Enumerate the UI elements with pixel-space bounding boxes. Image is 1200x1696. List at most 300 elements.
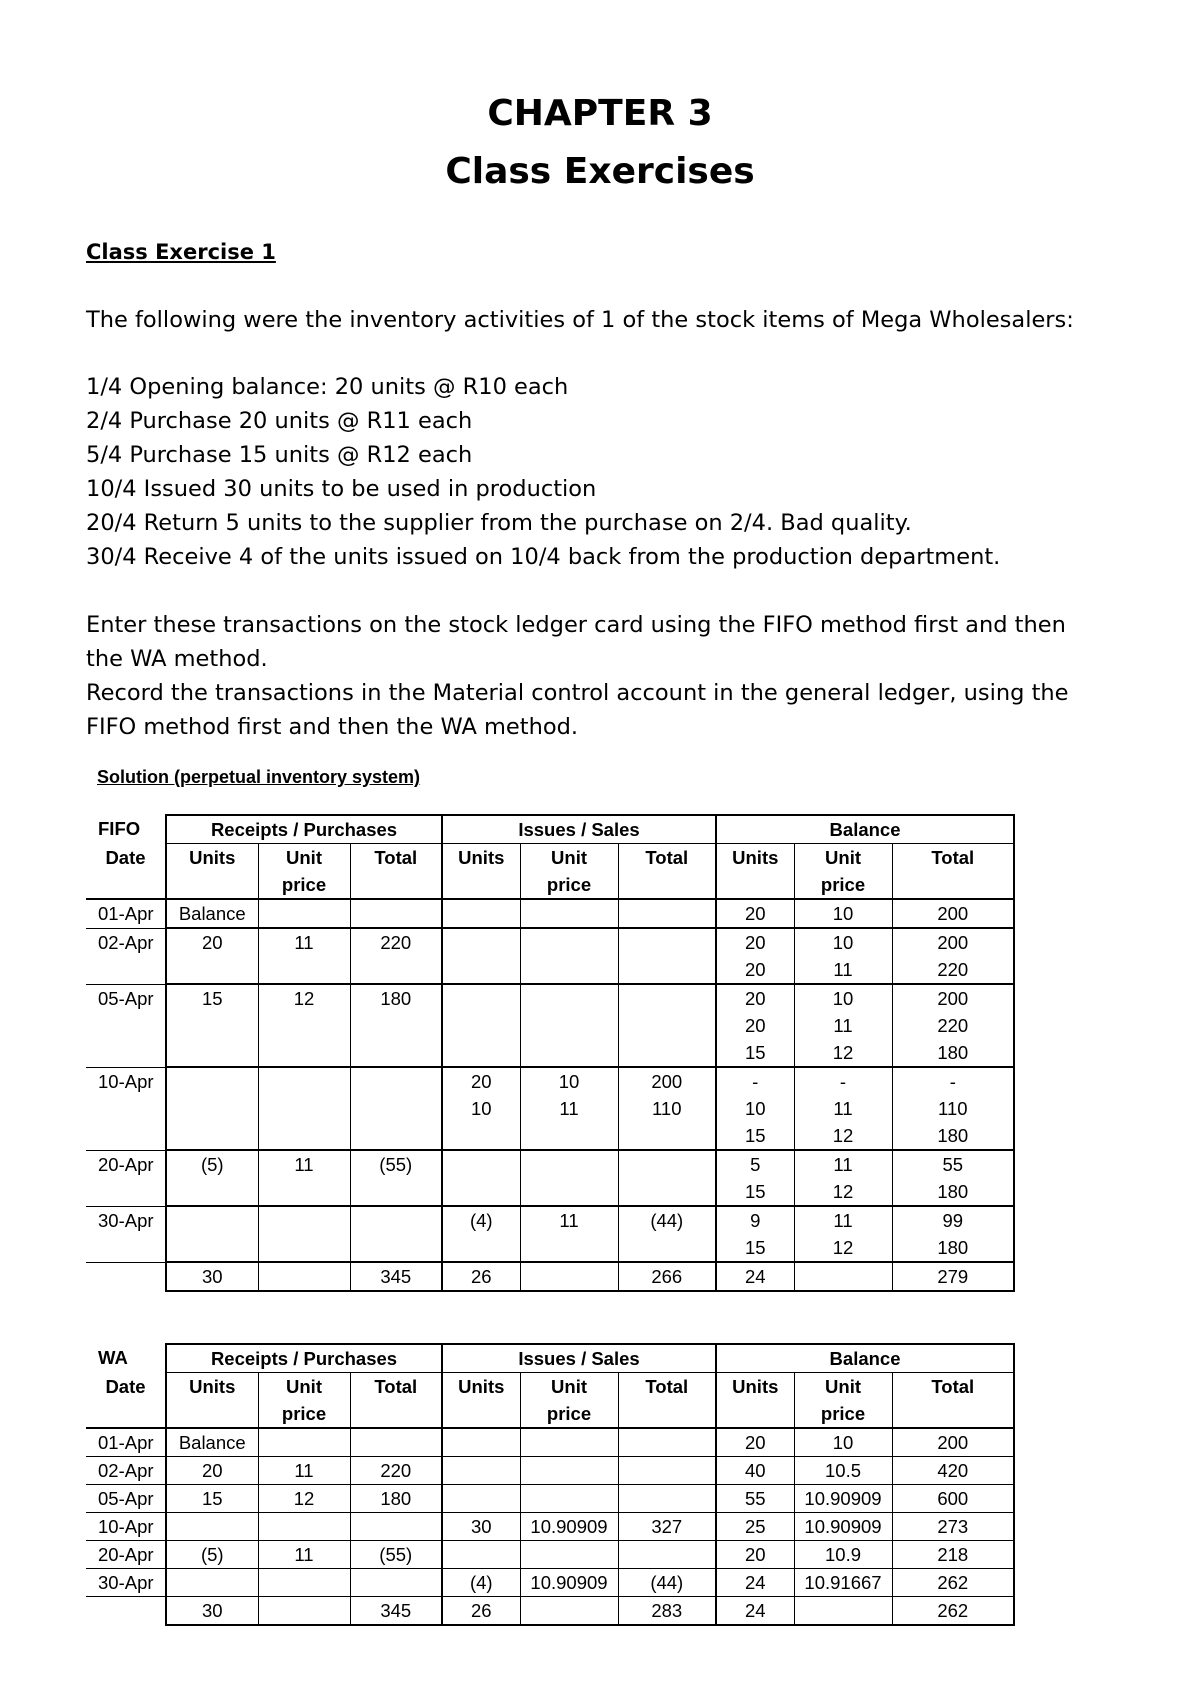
transaction-line: 10/4 Issued 30 units to be used in production: [86, 476, 597, 502]
table-cell: [794, 1513, 892, 1541]
total-column-header: Total: [892, 844, 1014, 900]
units-column-header: Units: [716, 844, 794, 900]
unit-price-header-line: Unit: [551, 1376, 587, 1397]
row-date-cell: 20-Apr: [86, 1150, 166, 1206]
cell-line: [443, 929, 520, 956]
table-cell: [520, 1150, 618, 1206]
total-cell: 279: [892, 1262, 1014, 1291]
table-row: [86, 1206, 1014, 1262]
cell-line: [619, 1485, 716, 1512]
row-date-cell: 01-Apr: [86, 899, 166, 928]
cell-line: [259, 1569, 350, 1596]
table-row: [86, 1485, 1014, 1513]
transaction-list: [86, 370, 1126, 574]
table-row: [86, 1569, 1014, 1597]
cell-line: [619, 1429, 716, 1456]
table-cell: [350, 1513, 442, 1541]
row-date-cell: 30-Apr: [86, 1206, 166, 1262]
instruction-line: the WA method.: [86, 646, 268, 672]
table-cell: [618, 1569, 716, 1597]
cell-line: 10.90909: [530, 1572, 608, 1593]
unit-price-column-header: [520, 844, 618, 900]
total-cell: 345: [350, 1262, 442, 1291]
cell-line: 200: [937, 988, 969, 1009]
cell-line: [351, 1207, 442, 1234]
row-date-cell: 02-Apr: [86, 928, 166, 984]
row-date-cell: 10-Apr: [86, 1067, 166, 1150]
total-column-header: Total: [350, 844, 442, 900]
table-column-header-row: [86, 844, 1014, 900]
cell-line: (55): [379, 1544, 413, 1565]
cell-line: [443, 1541, 520, 1568]
table-row: [86, 1457, 1014, 1485]
cell-line: 15: [744, 1042, 766, 1063]
table-row: [86, 1513, 1014, 1541]
table-cell: [716, 1569, 794, 1597]
cell-line: 15: [201, 988, 223, 1009]
table-cell: [716, 1206, 794, 1262]
unit-price-header-line: price: [281, 874, 327, 895]
table-method-label: WA: [98, 1347, 128, 1368]
cell-line: [619, 900, 716, 927]
table-cell: [350, 1485, 442, 1513]
instruction-line: Record the transactions in the Material control account in the general ledger, using the: [86, 680, 1069, 706]
cell-line: 30: [470, 1516, 492, 1537]
cell-line: (44): [650, 1572, 684, 1593]
cell-line: [259, 1429, 350, 1456]
table-cell: [442, 1457, 520, 1485]
cell-line: [167, 1513, 258, 1540]
cell-line: [443, 1485, 520, 1512]
table-row: [86, 1541, 1014, 1569]
total-row-spacer: [86, 1262, 166, 1291]
cell-line: (4): [469, 1210, 493, 1231]
table-cell: [716, 1067, 794, 1150]
table-cell: [166, 1541, 258, 1569]
table-cell: [794, 1541, 892, 1569]
cell-line: [521, 1151, 618, 1178]
transaction-line: 2/4 Purchase 20 units @ R11 each: [86, 408, 473, 434]
table-cell: [618, 1457, 716, 1485]
total-column-header: Total: [892, 1373, 1014, 1429]
cell-line: 12: [832, 1125, 854, 1146]
table-cell: [716, 1428, 794, 1457]
cell-line: 40: [744, 1460, 766, 1481]
table-cell: [442, 1513, 520, 1541]
row-date-cell: 30-Apr: [86, 1569, 166, 1597]
table-cell: [716, 1457, 794, 1485]
unit-price-header-line: price: [546, 874, 592, 895]
table-cell: [442, 899, 520, 928]
cell-line: [521, 1429, 618, 1456]
cell-line: 273: [937, 1516, 969, 1537]
cell-line: 15: [744, 1237, 766, 1258]
table-cell: [716, 928, 794, 984]
total-cell: 24: [716, 1262, 794, 1291]
cell-line: [521, 1457, 618, 1484]
cell-line: [619, 1541, 716, 1568]
table-cell: [442, 1428, 520, 1457]
cell-line: [521, 1485, 618, 1512]
table-cell: [350, 1206, 442, 1262]
table-cell: [716, 1150, 794, 1206]
table-cell: [258, 1541, 350, 1569]
cell-line: 5: [750, 1154, 761, 1175]
units-column-header: Units: [166, 844, 258, 900]
unit-price-header-line: price: [546, 1403, 592, 1424]
cell-line: 55: [744, 1488, 766, 1509]
table-cell: [166, 1067, 258, 1150]
cell-line: [351, 1569, 442, 1596]
cell-line: [443, 1457, 520, 1484]
cell-line: 11: [833, 1154, 853, 1175]
unit-price-header-line: price: [820, 1403, 866, 1424]
chapter-title: CHAPTER 3: [487, 93, 713, 134]
table-cell: [166, 928, 258, 984]
table-cell: [442, 984, 520, 1067]
transaction-line: 20/4 Return 5 units to the supplier from the purchase on 2/4. Bad quality.: [86, 510, 912, 536]
table-cell: [442, 1569, 520, 1597]
unit-price-column-header: [794, 844, 892, 900]
table-cell: [258, 1206, 350, 1262]
table-cell: [350, 1541, 442, 1569]
table-cell: [166, 1457, 258, 1485]
table-cell: [892, 1067, 1014, 1150]
cell-line: [167, 1207, 258, 1234]
table-cell: [258, 1569, 350, 1597]
total-cell: 262: [892, 1597, 1014, 1626]
total-cell: [794, 1597, 892, 1626]
exercise-heading: Class Exercise 1: [86, 240, 276, 264]
table-column-header-row: [86, 1373, 1014, 1429]
table-cell: [166, 1206, 258, 1262]
total-cell: 30: [166, 1597, 258, 1626]
unit-price-column-header: [794, 1373, 892, 1429]
total-cell: 26: [442, 1597, 520, 1626]
table-cell: [892, 1457, 1014, 1485]
cell-line: [521, 985, 618, 1012]
cell-line: [443, 1429, 520, 1456]
table-cell: [258, 928, 350, 984]
table-cell: [166, 1485, 258, 1513]
instruction-line: FIFO method first and then the WA method.: [86, 714, 579, 740]
cell-line: -: [752, 1071, 759, 1092]
table-total-row: [86, 1262, 1014, 1291]
cell-line: 180: [937, 1181, 969, 1202]
cell-line: 20: [744, 1015, 766, 1036]
table-cell: [166, 1428, 258, 1457]
table-cell: [716, 1541, 794, 1569]
table-row: [86, 984, 1014, 1067]
cell-line: 180: [380, 1488, 412, 1509]
table-cell: [258, 1485, 350, 1513]
table-cell: [892, 899, 1014, 928]
table-row: [86, 1428, 1014, 1457]
column-group-header: Issues / Sales: [442, 1344, 716, 1373]
unit-price-header-line: price: [820, 874, 866, 895]
table-cell: [258, 1457, 350, 1485]
cell-line: 11: [294, 1460, 314, 1481]
total-cell: 266: [618, 1262, 716, 1291]
cell-line: 15: [201, 1488, 223, 1509]
cell-line: 20: [744, 903, 766, 924]
cell-line: 10.90909: [804, 1516, 882, 1537]
cell-line: [167, 1068, 258, 1095]
table-cell: [794, 1569, 892, 1597]
table-cell: [442, 1485, 520, 1513]
cell-line: 20: [201, 932, 223, 953]
cell-line: (44): [650, 1210, 684, 1231]
table-cell: [258, 899, 350, 928]
table-cell: [166, 1150, 258, 1206]
table-cell: [166, 984, 258, 1067]
exercise-intro: The following were the inventory activities of 1 of the stock items of Mega Wholesalers:: [86, 307, 1074, 333]
cell-line: 10: [470, 1098, 492, 1119]
cell-line: [259, 1513, 350, 1540]
cell-line: (55): [379, 1154, 413, 1175]
cell-line: 20: [744, 1544, 766, 1565]
cell-line: [619, 929, 716, 956]
cell-line: 10.90909: [530, 1516, 608, 1537]
cell-line: 10: [558, 1071, 580, 1092]
cell-line: 20: [470, 1071, 492, 1092]
cell-line: 11: [833, 1098, 853, 1119]
unit-price-header-line: Unit: [286, 1376, 322, 1397]
column-group-header: Issues / Sales: [442, 815, 716, 844]
units-column-header: Units: [442, 1373, 520, 1429]
table-cell: [350, 928, 442, 984]
table-cell: [794, 1428, 892, 1457]
table-cell: [350, 1457, 442, 1485]
table-cell: [618, 1513, 716, 1541]
cell-line: 200: [937, 932, 969, 953]
table-cell: [350, 1150, 442, 1206]
table-cell: [442, 1206, 520, 1262]
table-group-header-row: [86, 815, 1014, 844]
table-cell: [520, 928, 618, 984]
cell-line: 11: [559, 1098, 579, 1119]
cell-line: 110: [938, 1098, 968, 1119]
cell-line: 55: [942, 1154, 964, 1175]
total-cell: 30: [166, 1262, 258, 1291]
cell-line: 20: [744, 959, 766, 980]
table-cell: [892, 1150, 1014, 1206]
column-group-header: Receipts / Purchases: [166, 815, 442, 844]
cell-line: [521, 1541, 618, 1568]
total-cell: 345: [350, 1597, 442, 1626]
table-cell: [892, 984, 1014, 1067]
table-cell: [794, 928, 892, 984]
units-column-header: Units: [166, 1373, 258, 1429]
cell-line: (5): [200, 1544, 224, 1565]
table-row: [86, 1150, 1014, 1206]
cell-line: 10: [832, 1432, 854, 1453]
cell-line: 220: [937, 1015, 969, 1036]
cell-line: 200: [651, 1071, 683, 1092]
unit-price-header-line: Unit: [286, 847, 322, 868]
table-cell: [258, 1428, 350, 1457]
transaction-line: 5/4 Purchase 15 units @ R12 each: [86, 442, 473, 468]
cell-line: [351, 1429, 442, 1456]
cell-line: 180: [380, 988, 412, 1009]
cell-line: [521, 929, 618, 956]
table-cell: [350, 1428, 442, 1457]
table-cell: [520, 1067, 618, 1150]
total-column-header: Total: [618, 1373, 716, 1429]
cell-line: 11: [833, 959, 853, 980]
fifo-ledger-table: [86, 814, 1015, 1292]
cell-line: 180: [937, 1125, 969, 1146]
cell-line: 180: [937, 1042, 969, 1063]
cell-line: 600: [937, 1488, 969, 1509]
table-cell: [442, 928, 520, 984]
table-cell: [166, 1569, 258, 1597]
cell-line: 12: [293, 1488, 315, 1509]
transaction-line: 30/4 Receive 4 of the units issued on 10/4 back from the production department.: [86, 544, 1001, 570]
unit-price-column-header: [520, 1373, 618, 1429]
table-cell: [618, 1206, 716, 1262]
table-cell: [892, 1541, 1014, 1569]
unit-price-header-line: price: [281, 1403, 327, 1424]
cell-line: 20: [744, 988, 766, 1009]
total-cell: 26: [442, 1262, 520, 1291]
row-date-cell: 02-Apr: [86, 1457, 166, 1485]
cell-line: Balance: [178, 903, 246, 924]
cell-line: [259, 1207, 350, 1234]
cell-line: [351, 1513, 442, 1540]
unit-price-header-line: Unit: [551, 847, 587, 868]
table-cell: [166, 899, 258, 928]
table-cell: [258, 984, 350, 1067]
unit-price-header-line: Unit: [825, 847, 861, 868]
row-date-cell: 05-Apr: [86, 1485, 166, 1513]
table-cell: [618, 1541, 716, 1569]
table-cell: [618, 899, 716, 928]
cell-line: [521, 900, 618, 927]
table-cell: [892, 1485, 1014, 1513]
table-cell: [618, 1067, 716, 1150]
cell-line: [619, 1151, 716, 1178]
table-cell: [794, 1485, 892, 1513]
column-group-header: Balance: [716, 1344, 1014, 1373]
table-cell: [618, 984, 716, 1067]
cell-line: 11: [294, 932, 314, 953]
cell-line: [167, 1569, 258, 1596]
table-cell: [794, 1067, 892, 1150]
cell-line: 218: [937, 1544, 969, 1565]
table-method-label: FIFO: [98, 818, 141, 839]
solution-heading: Solution (perpetual inventory system): [97, 767, 421, 787]
total-cell: [258, 1262, 350, 1291]
table-cell: [520, 1428, 618, 1457]
table-cell: [716, 1485, 794, 1513]
table-cell: [520, 899, 618, 928]
cell-line: 10.5: [825, 1460, 862, 1481]
wa-ledger-table: [86, 1343, 1015, 1626]
table-cell: [618, 1485, 716, 1513]
table-cell: [520, 1457, 618, 1485]
cell-line: 262: [937, 1572, 969, 1593]
row-date-cell: 20-Apr: [86, 1541, 166, 1569]
cell-line: 9: [750, 1210, 761, 1231]
cell-line: (4): [469, 1572, 493, 1593]
table-cell: [520, 1541, 618, 1569]
date-column-header: Date: [86, 844, 166, 900]
cell-line: 10: [744, 1098, 766, 1119]
cell-line: 20: [744, 1432, 766, 1453]
table-cell: [794, 1457, 892, 1485]
total-cell: 24: [716, 1597, 794, 1626]
cell-line: 25: [744, 1516, 766, 1537]
cell-line: [443, 900, 520, 927]
total-cell: [258, 1597, 350, 1626]
cell-line: 10.90909: [804, 1488, 882, 1509]
total-cell: 283: [618, 1597, 716, 1626]
cell-line: 220: [380, 932, 412, 953]
row-date-cell: 01-Apr: [86, 1428, 166, 1457]
total-column-header: Total: [618, 844, 716, 900]
cell-line: 220: [380, 1460, 412, 1481]
total-cell: [520, 1262, 618, 1291]
table-cell: [520, 1206, 618, 1262]
table-cell: [892, 1206, 1014, 1262]
cell-line: 15: [744, 1125, 766, 1146]
table-cell: [892, 1513, 1014, 1541]
unit-price-column-header: [258, 844, 350, 900]
cell-line: 10: [832, 988, 854, 1009]
table-cell: [350, 1067, 442, 1150]
cell-line: 10: [832, 932, 854, 953]
cell-line: 99: [942, 1210, 964, 1231]
table-cell: [442, 1541, 520, 1569]
table-cell: [716, 1513, 794, 1541]
units-column-header: Units: [442, 844, 520, 900]
total-column-header: Total: [350, 1373, 442, 1429]
cell-line: 11: [833, 1210, 853, 1231]
cell-line: 327: [651, 1516, 683, 1537]
cell-line: 12: [832, 1042, 854, 1063]
total-cell: [520, 1597, 618, 1626]
cell-line: (5): [200, 1154, 224, 1175]
cell-line: 11: [833, 1015, 853, 1036]
cell-line: [443, 985, 520, 1012]
table-cell: [716, 984, 794, 1067]
table-cell: [258, 1150, 350, 1206]
table-cell: [794, 1206, 892, 1262]
transaction-line: 1/4 Opening balance: 20 units @ R10 each: [86, 374, 569, 400]
cell-line: 110: [652, 1098, 682, 1119]
cell-line: 11: [294, 1154, 314, 1175]
chapter-subtitle: Class Exercises: [445, 151, 755, 192]
cell-line: [619, 1457, 716, 1484]
unit-price-column-header: [258, 1373, 350, 1429]
table-cell: [520, 1513, 618, 1541]
unit-price-header-line: Unit: [825, 1376, 861, 1397]
cell-line: -: [949, 1071, 956, 1092]
table-cell: [520, 1485, 618, 1513]
date-column-header: Date: [86, 1373, 166, 1429]
cell-line: 220: [937, 959, 969, 980]
cell-line: 20: [744, 932, 766, 953]
total-row-spacer: [86, 1597, 166, 1626]
table-cell: [442, 1067, 520, 1150]
exercise-instructions: [86, 608, 1126, 744]
cell-line: [619, 985, 716, 1012]
cell-line: 12: [293, 988, 315, 1009]
table-cell: [892, 1569, 1014, 1597]
table-cell: [794, 984, 892, 1067]
cell-line: [351, 900, 442, 927]
